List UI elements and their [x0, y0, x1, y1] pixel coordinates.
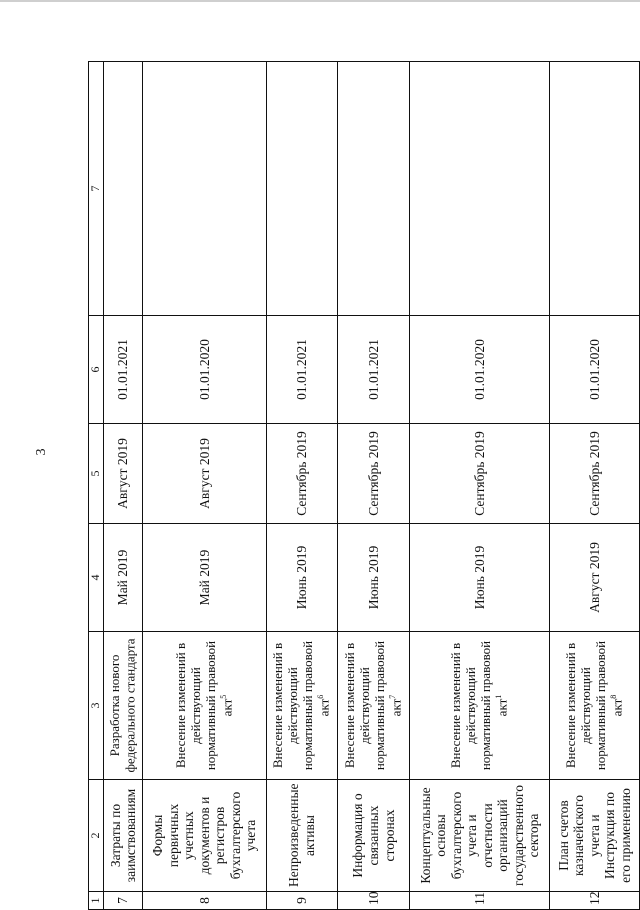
header-cell: 3 — [89, 632, 104, 780]
schedule-table — [88, 61, 640, 910]
table-row — [550, 62, 640, 910]
action-text: Внесение изменений в действующий нормативный правовой акт — [563, 640, 625, 771]
row-action — [143, 632, 266, 780]
row-col5: Сентябрь 2019 — [550, 424, 640, 524]
row-col5: Август 2019 — [143, 424, 266, 524]
row-col4: Август 2019 — [550, 524, 640, 632]
row-col6: 01.01.2020 — [550, 316, 640, 424]
row-action — [266, 632, 338, 780]
row-name: План счетов казначейского учета и Инструкция по его применению — [550, 780, 640, 892]
action-text: Внесение изменений в действующий нормативный правовой акт — [172, 640, 235, 771]
row-action — [410, 632, 550, 780]
row-col5: Сентябрь 2019 — [410, 424, 550, 524]
table-row — [266, 62, 338, 910]
row-name: Информация о связанных сторонах — [338, 780, 410, 892]
header-row — [89, 62, 104, 910]
row-col4: Май 2019 — [143, 524, 266, 632]
page-top-edge — [0, 0, 640, 2]
row-col5: Сентябрь 2019 — [266, 424, 338, 524]
row-name: Затраты по заимствованиям — [104, 780, 143, 892]
row-col7 — [410, 62, 550, 316]
row-col6: 01.01.2021 — [266, 316, 338, 424]
row-col6: 01.01.2020 — [410, 316, 550, 424]
footnote-ref: 1 — [493, 694, 503, 699]
row-name: Формы первичных учетных документов и регистров бухгалтерского учета — [143, 780, 266, 892]
action-text: Внесение изменений в действующий нормативный правовой акт — [342, 640, 404, 771]
action-text: Внесение изменений в действующий нормативный правовой акт — [270, 640, 332, 771]
row-number: 7 — [104, 892, 143, 910]
footnote-ref: 6 — [316, 694, 326, 699]
footnote-ref: 7 — [388, 694, 398, 699]
row-action — [338, 632, 410, 780]
action-text: Внесение изменений в действующий нормативный правовой акт — [448, 640, 510, 771]
row-col7 — [338, 62, 410, 316]
header-cell: 7 — [89, 62, 104, 316]
table-row — [338, 62, 410, 910]
footnote-ref: 8 — [608, 694, 618, 699]
row-number: 10 — [338, 892, 410, 910]
table-row — [143, 62, 266, 910]
row-col6: 01.01.2021 — [104, 316, 143, 424]
row-col6: 01.01.2021 — [338, 316, 410, 424]
row-name: Концептуальные основы бухгалтерского учета и отчетности организаций государственного сектора — [410, 780, 550, 892]
table-row — [410, 62, 550, 910]
action-text: Разработка нового федерального стандарта — [106, 638, 138, 773]
header-cell: 2 — [89, 780, 104, 892]
row-col5: Август 2019 — [104, 424, 143, 524]
row-col4: Май 2019 — [104, 524, 143, 632]
footnote-ref: 5 — [218, 694, 228, 699]
row-col5: Сентябрь 2019 — [338, 424, 410, 524]
row-col4: Июнь 2019 — [266, 524, 338, 632]
row-action — [104, 632, 143, 780]
row-col7 — [143, 62, 266, 316]
row-col7 — [266, 62, 338, 316]
row-col7 — [550, 62, 640, 316]
row-name: Непроизведенные активы — [266, 780, 338, 892]
row-col4: Июнь 2019 — [410, 524, 550, 632]
row-number: 12 — [550, 892, 640, 910]
row-col6: 01.01.2020 — [143, 316, 266, 424]
page-number: 3 — [34, 448, 49, 456]
row-action — [550, 632, 640, 780]
row-col7 — [104, 62, 143, 316]
row-number: 9 — [266, 892, 338, 910]
rotated-table-wrapper — [88, 62, 640, 910]
header-cell: 4 — [89, 524, 104, 632]
header-cell: 6 — [89, 316, 104, 424]
row-number: 11 — [410, 892, 550, 910]
header-cell: 5 — [89, 424, 104, 524]
header-cell: 1 — [89, 892, 104, 910]
table-row — [104, 62, 143, 910]
row-number: 8 — [143, 892, 266, 910]
row-col4: Июнь 2019 — [338, 524, 410, 632]
